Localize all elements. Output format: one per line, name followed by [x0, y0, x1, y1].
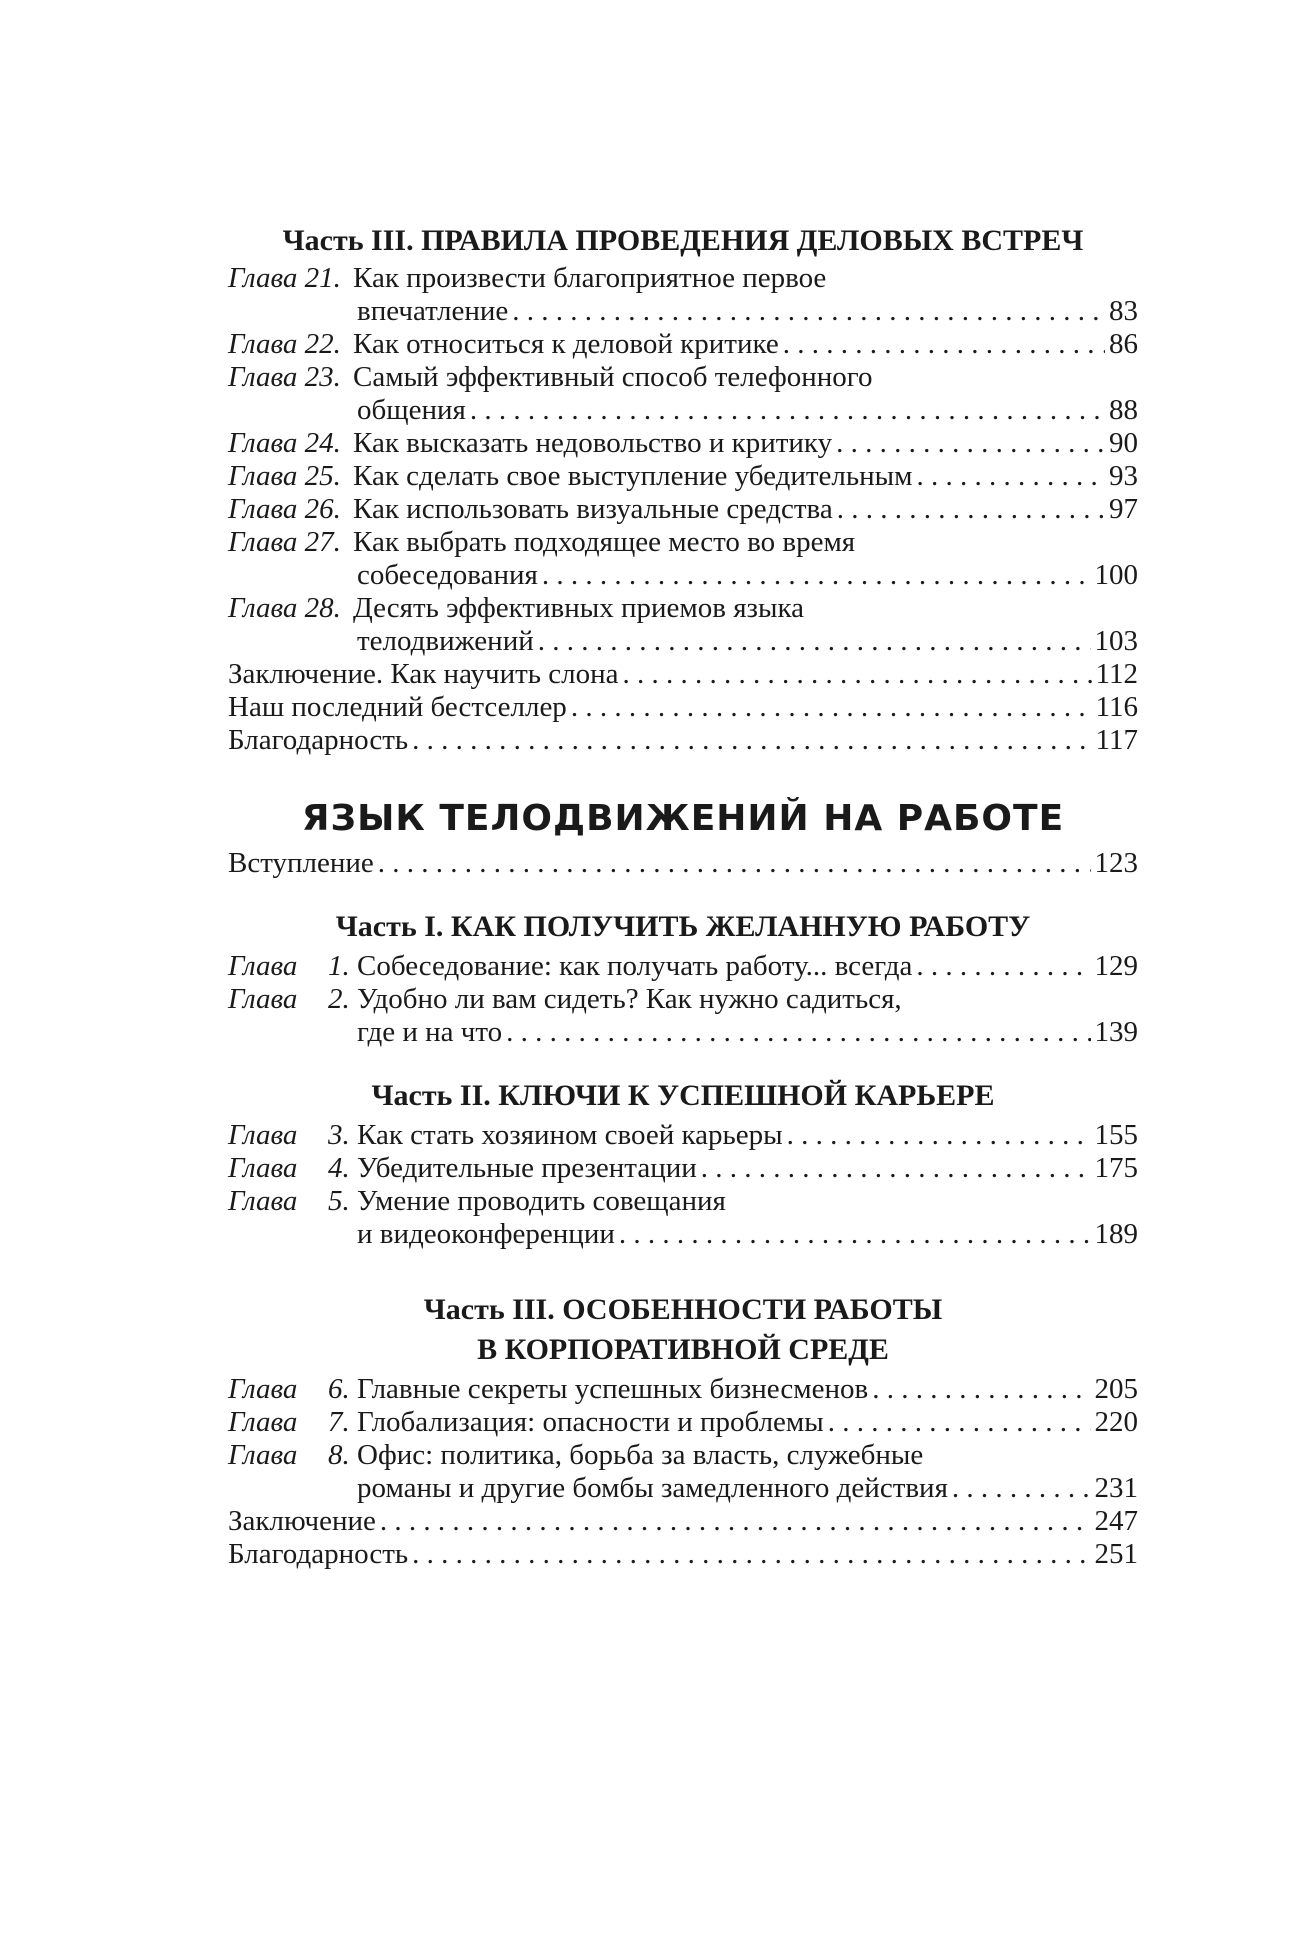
toc-entry[interactable]: [228, 262, 1138, 328]
toc-entry[interactable]: [228, 724, 1138, 757]
leader-dots: [952, 1472, 1091, 1505]
entry-title: Вступление: [228, 847, 374, 879]
chapter-label: Глава: [228, 1373, 298, 1405]
page-number: 116: [1095, 691, 1138, 723]
chapter-number: 2.: [328, 983, 350, 1015]
chapter-label: Глава 21.: [228, 262, 341, 294]
page-number: 247: [1094, 1505, 1138, 1537]
leader-dots: [538, 625, 1091, 658]
chapter-title: Как стать хозяином своей карьеры: [357, 1119, 783, 1151]
leader-dots: [378, 847, 1091, 880]
page-number: 88: [1109, 394, 1138, 426]
chapter-title-cont: собеседования: [357, 559, 538, 591]
chapter-label: Глава 22.: [228, 328, 341, 360]
page-number: 117: [1095, 724, 1138, 756]
chapter-title: Офис: политика, борьба за власть, служебные: [357, 1439, 924, 1471]
chapter-label: Глава 26.: [228, 493, 341, 525]
toc-entry[interactable]: [228, 328, 1138, 361]
page-number: 93: [1109, 460, 1138, 492]
chapter-number: 1.: [328, 950, 350, 982]
leader-dots: [542, 559, 1091, 592]
chapter-title: Как высказать недовольство и критику: [353, 427, 833, 459]
toc-entry[interactable]: [228, 950, 1138, 983]
entry-title: Благодарность: [228, 1538, 409, 1570]
leader-dots: [412, 724, 1091, 757]
leader-dots: [783, 328, 1105, 361]
chapter-title: Как относиться к деловой критике: [353, 328, 779, 360]
toc-entry[interactable]: [228, 1373, 1138, 1406]
leader-dots: [828, 1406, 1091, 1439]
chapter-title: Глобализация: опасности и проблемы: [357, 1406, 824, 1438]
page-number: 155: [1094, 1119, 1138, 1151]
page-number: 175: [1094, 1152, 1138, 1184]
leader-dots: [412, 1538, 1090, 1571]
leader-dots: [571, 691, 1092, 724]
toc-entry[interactable]: [228, 1185, 1138, 1251]
page-number: 86: [1109, 328, 1138, 360]
page-number: 220: [1094, 1406, 1138, 1438]
page-number: 112: [1095, 658, 1138, 690]
entry-title: Благодарность: [228, 724, 409, 756]
chapter-label: Глава 25.: [228, 460, 341, 492]
chapter-title-cont: впечатление: [357, 295, 509, 327]
page-number: 123: [1094, 847, 1138, 879]
part-title-line1: Часть III. ОСОБЕННОСТИ РАБОТЫ: [423, 1293, 943, 1326]
leader-dots: [916, 460, 1105, 493]
page-number: 205: [1094, 1373, 1138, 1405]
toc-entry[interactable]: [228, 847, 1138, 880]
entry-title: Наш последний бестселлер: [228, 691, 567, 723]
toc-entry[interactable]: [228, 983, 1138, 1049]
chapter-label: Глава: [228, 1185, 298, 1217]
entry-title: Заключение. Как научить слона: [228, 658, 619, 690]
page-number: 83: [1109, 295, 1138, 327]
toc-entry[interactable]: [228, 1439, 1138, 1505]
chapter-number: 7.: [328, 1406, 350, 1438]
chapter-title: Удобно ли вам сидеть? Как нужно садиться,: [357, 983, 902, 1015]
page-number: 97: [1109, 493, 1138, 525]
page-number: 103: [1094, 625, 1138, 657]
chapter-label: Глава 27.: [228, 526, 341, 558]
table-of-contents: [228, 222, 1138, 1571]
chapter-title: Собеседование: как получать работу... всегда: [357, 950, 913, 982]
page-number: 90: [1109, 427, 1138, 459]
toc-entry[interactable]: [228, 691, 1138, 724]
page-number: 129: [1094, 950, 1138, 982]
chapter-title: Самый эффективный способ телефонного: [353, 361, 873, 393]
page-number: 251: [1094, 1538, 1138, 1570]
toc-entry[interactable]: [228, 493, 1138, 526]
toc-entry[interactable]: [228, 1505, 1138, 1538]
toc-entry[interactable]: [228, 460, 1138, 493]
chapter-title: Убедительные презентации: [357, 1152, 697, 1184]
toc-entry[interactable]: [228, 1119, 1138, 1152]
entry-title: Заключение: [228, 1505, 376, 1537]
toc-entry[interactable]: [228, 592, 1138, 658]
chapter-label: Глава: [228, 1406, 298, 1438]
chapter-title: Десять эффективных приемов языка: [353, 592, 805, 624]
leader-dots: [836, 427, 1105, 460]
chapter-label: Глава 23.: [228, 361, 341, 393]
chapter-label: Глава: [228, 950, 298, 982]
toc-entry[interactable]: [228, 1152, 1138, 1185]
chapter-number: 3.: [328, 1119, 350, 1151]
chapter-title: Как сделать свое выступление убедительным: [353, 460, 913, 492]
chapter-label: Глава: [228, 1152, 298, 1184]
book-title: ЯЗЫК ТЕЛОДВИЖЕНИЙ НА РАБОТЕ: [301, 798, 1065, 839]
chapter-number: 5.: [328, 1185, 350, 1217]
leader-dots: [701, 1152, 1091, 1185]
chapter-label: Глава: [228, 1119, 298, 1151]
chapter-title-cont: общения: [357, 394, 466, 426]
chapter-title: Как произвести благоприятное первое: [353, 262, 827, 294]
leader-dots: [380, 1505, 1091, 1538]
leader-dots: [470, 394, 1105, 427]
part-title: Часть II. КЛЮЧИ К УСПЕШНОЙ КАРЬЕРЕ: [371, 1079, 995, 1112]
part-title: Часть I. КАК ПОЛУЧИТЬ ЖЕЛАННУЮ РАБОТУ: [335, 910, 1031, 943]
chapter-label: Глава 28.: [228, 592, 341, 624]
page-number: 100: [1094, 559, 1138, 591]
page-number: 139: [1094, 1016, 1138, 1048]
leader-dots: [837, 493, 1105, 526]
chapter-title-cont: романы и другие бомбы замедленного действия: [357, 1472, 948, 1504]
leader-dots: [512, 295, 1105, 328]
toc-entry[interactable]: [228, 526, 1138, 592]
toc-entry[interactable]: [228, 658, 1138, 691]
chapter-number: 6.: [328, 1373, 350, 1405]
toc-entry[interactable]: [228, 1406, 1138, 1439]
leader-dots: [619, 1218, 1091, 1251]
chapter-title-cont: телодвижений: [357, 625, 534, 657]
toc-entry[interactable]: [228, 1538, 1138, 1571]
chapter-title: Как выбрать подходящее место во время: [353, 526, 856, 558]
chapter-number: 4.: [328, 1152, 350, 1184]
leader-dots: [506, 1016, 1090, 1049]
page-number: 231: [1094, 1472, 1138, 1504]
toc-entry[interactable]: [228, 427, 1138, 460]
chapter-label: Глава: [228, 983, 298, 1015]
leader-dots: [787, 1119, 1091, 1152]
chapter-title-cont: где и на что: [357, 1016, 503, 1048]
leader-dots: [916, 950, 1090, 983]
part-title-line2: В КОРПОРАТИВНОЙ СРЕДЕ: [477, 1333, 889, 1366]
leader-dots: [622, 658, 1091, 691]
toc-entry[interactable]: [228, 361, 1138, 427]
part-title: Часть III. ПРАВИЛА ПРОВЕДЕНИЯ ДЕЛОВЫХ ВСТРЕЧ: [282, 224, 1084, 257]
page-number: 189: [1094, 1218, 1138, 1250]
chapter-label: Глава 24.: [228, 427, 341, 459]
chapter-title-cont: и видеоконференции: [357, 1218, 615, 1250]
chapter-label: Глава: [228, 1439, 298, 1471]
chapter-number: 8.: [328, 1439, 350, 1471]
chapter-title: Главные секреты успешных бизнесменов: [357, 1373, 869, 1405]
chapter-title: Умение проводить совещания: [357, 1185, 726, 1217]
leader-dots: [872, 1373, 1090, 1406]
chapter-title: Как использовать визуальные средства: [353, 493, 833, 525]
